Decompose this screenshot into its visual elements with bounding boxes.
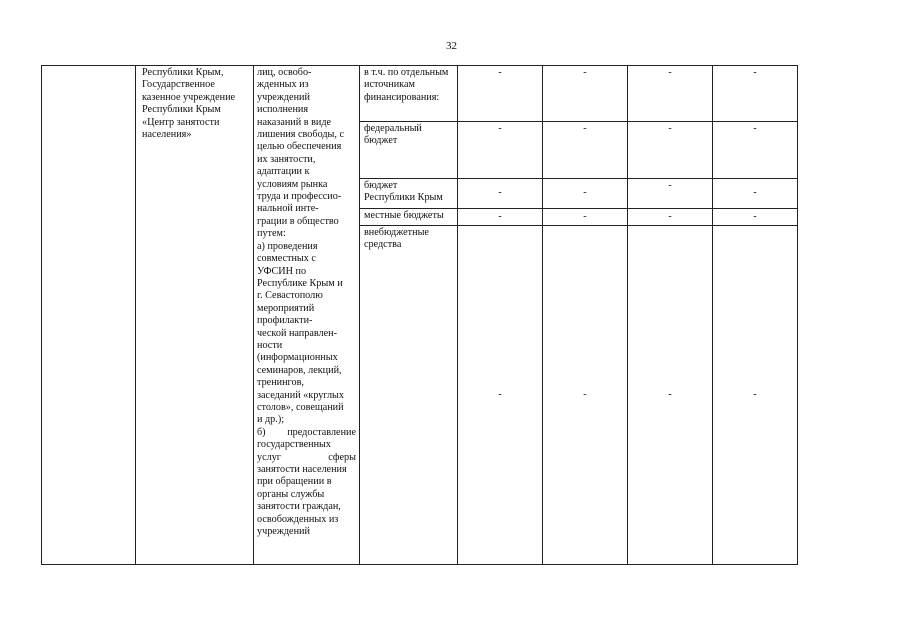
text-line: «Центр занятости (142, 116, 220, 128)
page-number: 32 (446, 40, 457, 52)
text-fragment: б) (257, 426, 266, 438)
text-line: адаптации к (257, 166, 310, 178)
value-cell: - (628, 226, 713, 565)
text-line: Республики Крым (364, 192, 443, 204)
text-line: профилакти- (257, 315, 313, 327)
value-cell: - (543, 179, 628, 209)
value-cell: - (713, 179, 798, 209)
text-line: Республики Крым, (142, 67, 224, 78)
text-line: УФСИН по (257, 265, 307, 277)
text-line: органы службы (257, 488, 325, 500)
value-cell: - (458, 122, 543, 179)
funding-source-cell (360, 66, 458, 122)
text-line: в т.ч. по отдельным (364, 67, 449, 78)
value-cell: - (458, 226, 543, 565)
value-cell: - (713, 226, 798, 565)
text-line: местные бюджеты (364, 210, 444, 221)
program-table (41, 65, 798, 565)
value-cell: - (628, 179, 713, 209)
text-line: условиям рынка (257, 178, 328, 190)
value-cell: - (543, 226, 628, 565)
text-line: путем: (257, 228, 286, 240)
text-line: лиц, освобо- (257, 67, 312, 78)
empty-number-cell (42, 66, 136, 565)
value-cell: - (628, 122, 713, 179)
text-line: источникам (364, 79, 415, 91)
justified-text-line (257, 452, 356, 464)
text-line: (информационных (257, 352, 338, 364)
text-line: грации в общество (257, 215, 339, 227)
text-line: учреждений (257, 526, 310, 538)
text-line: государственных (257, 439, 331, 451)
text-line: труда и профессио- (257, 191, 342, 203)
text-line: занятости населения (257, 464, 347, 475)
text-fragment: услуг (257, 451, 281, 463)
text-fragment: сферы (328, 451, 356, 463)
text-line: ности (257, 339, 283, 351)
text-line: финансирования: (364, 91, 440, 103)
text-line: внебюджетные (364, 227, 429, 238)
text-line: заседаний «круглых (257, 389, 344, 401)
text-line: исполнения (257, 104, 309, 116)
text-line: тренингов, (257, 377, 304, 389)
text-line: мероприятий (257, 302, 315, 314)
text-line: столов», совещаний (257, 401, 344, 413)
value-cell: - (458, 179, 543, 209)
text-line: Республики Крым (142, 104, 221, 116)
value-cell: - (543, 122, 628, 179)
text-line: нальной инте- (257, 203, 319, 215)
text-line: целью обеспечения (257, 141, 342, 153)
justified-text-line (257, 427, 356, 439)
value-cell: - (543, 66, 628, 122)
funding-source-cell (360, 179, 458, 209)
text-line: г. Севастополю (257, 290, 323, 302)
measure-description-cell (254, 66, 360, 565)
funding-source-cell (360, 209, 458, 226)
value-cell: - (458, 209, 543, 226)
text-line: населения» (142, 129, 192, 141)
text-line: казенное учреждение (142, 91, 236, 103)
text-line: совместных с (257, 253, 316, 265)
text-fragment: предоставление (287, 426, 356, 438)
text-line: при обращении в (257, 476, 332, 488)
value-cell: - (713, 209, 798, 226)
value-cell: - (628, 66, 713, 122)
text-line: учреждений (257, 91, 310, 103)
text-line: освобожденных из (257, 513, 339, 525)
text-line: их занятости, (257, 153, 316, 165)
text-line: жденных из (257, 79, 309, 91)
value-cell: - (628, 209, 713, 226)
text-line: и др.); (257, 414, 285, 426)
text-line: ческой направлен- (257, 327, 337, 339)
text-line: лишения свободы, с (257, 129, 345, 141)
text-line: федеральный (364, 123, 422, 134)
executor-cell (136, 66, 254, 565)
value-cell: - (458, 66, 543, 122)
text-line: средства (364, 239, 402, 251)
funding-source-cell (360, 226, 458, 565)
funding-source-cell (360, 122, 458, 179)
text-line: наказаний в виде (257, 116, 332, 128)
value-cell: - (543, 209, 628, 226)
value-cell: - (713, 66, 798, 122)
text-line: семинаров, лекций, (257, 364, 342, 376)
text-line: занятости граждан, (257, 501, 341, 513)
value-cell: - (713, 122, 798, 179)
text-line: Государственное (142, 79, 215, 91)
text-line: Республике Крым и (257, 277, 343, 289)
text-line: а) проведения (257, 240, 318, 252)
text-line: бюджет (364, 135, 398, 147)
table-row (42, 66, 798, 122)
text-line: бюджет (364, 180, 398, 191)
